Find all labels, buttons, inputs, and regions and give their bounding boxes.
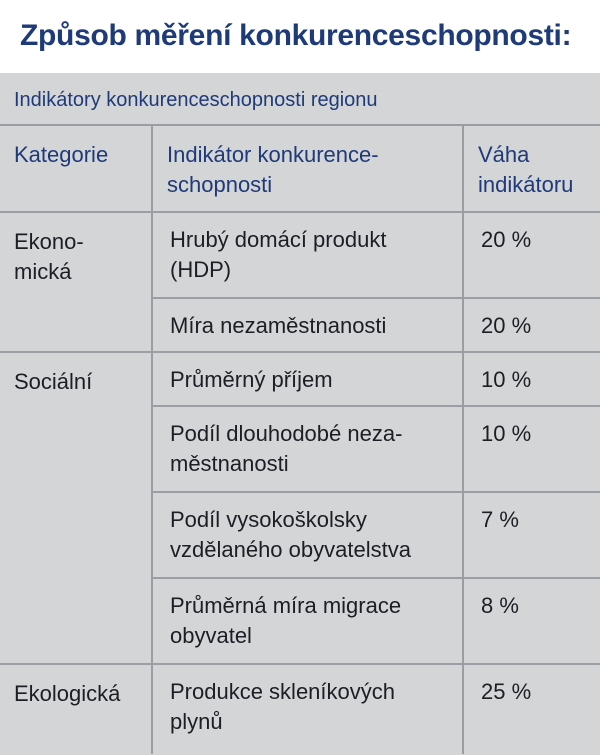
column-header-weight (463, 126, 600, 212)
weight-value: 20 % (481, 227, 532, 252)
indicator-label: Míra nezaměstnanosti (170, 313, 387, 338)
column-header-weight-text-2: indikátoru (478, 172, 574, 197)
weight-value: 7 % (481, 507, 519, 532)
category-label: Ekono- (14, 229, 84, 254)
weight-cell (463, 406, 600, 492)
category-cell-economic (0, 212, 152, 352)
column-header-indicator-text-1: Indikátor konkurence- (167, 142, 379, 167)
indicator-cell (152, 578, 463, 664)
category-cell-ecological (0, 664, 152, 754)
indicator-cell (152, 406, 463, 492)
indicator-label: Podíl dlouhodobé neza- (170, 421, 403, 446)
column-header-indicator (152, 126, 463, 212)
indicator-label: (HDP) (170, 257, 232, 282)
category-label: Ekologická (14, 681, 121, 706)
indicator-table (0, 126, 600, 754)
weight-cell (463, 352, 600, 406)
weight-value: 25 % (481, 679, 532, 704)
table-header-row (0, 126, 600, 212)
column-header-category (0, 126, 152, 212)
category-cell-social (0, 352, 152, 664)
indicator-label: Produkce skleníkových (170, 679, 395, 704)
weight-cell (463, 298, 600, 352)
weight-value: 10 % (481, 367, 532, 392)
indicator-label: obyvatel (170, 623, 252, 648)
indicator-label: Průměrná míra migrace (170, 593, 402, 618)
table-caption: Indikátory konkurenceschopnosti regionu (0, 73, 600, 126)
indicator-label: Hrubý domácí produkt (170, 227, 387, 252)
title-bar (0, 0, 600, 73)
indicator-cell (152, 212, 463, 298)
weight-cell (463, 492, 600, 578)
indicator-label: Podíl vysokoškolsky (170, 507, 367, 532)
weight-cell (463, 664, 600, 754)
table-row (0, 212, 600, 298)
weight-cell (463, 212, 600, 298)
page-title: Způsob měření konkurenceschopnosti: (20, 19, 572, 52)
indicator-cell (152, 492, 463, 578)
table-row (0, 664, 600, 754)
weight-value: 10 % (481, 421, 532, 446)
category-label: Sociální (14, 369, 93, 394)
category-label: mická (14, 259, 72, 284)
indicator-label: vzdělaného obyvatelstva (170, 537, 411, 562)
column-header-category-text: Kategorie (14, 142, 109, 167)
weight-value: 8 % (481, 593, 519, 618)
table-row (0, 352, 600, 406)
indicator-cell (152, 298, 463, 352)
indicator-label: plynů (170, 709, 223, 734)
indicator-label: městnanosti (170, 451, 289, 476)
indicator-cell (152, 664, 463, 754)
weight-cell (463, 578, 600, 664)
column-header-indicator-text-2: schopnosti (167, 172, 273, 197)
indicator-cell (152, 352, 463, 406)
column-header-weight-text-1: Váha (478, 142, 530, 167)
weight-value: 20 % (481, 313, 532, 338)
indicator-label: Průměrný příjem (170, 367, 333, 392)
